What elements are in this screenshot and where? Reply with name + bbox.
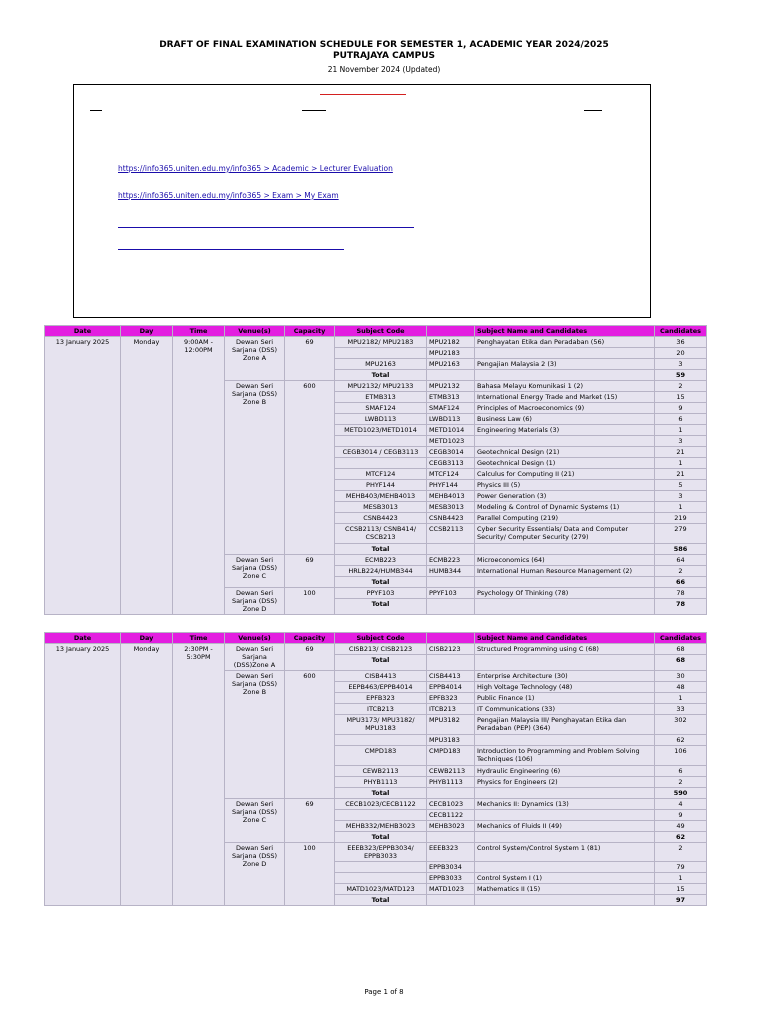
subject-code: ITCB213 (335, 704, 427, 715)
subject-name: Geotechnical Design (1) (475, 458, 655, 469)
candidate-count: 1 (655, 458, 707, 469)
empty-cell (427, 788, 475, 799)
candidate-count: 49 (655, 821, 707, 832)
subject-code-sub: MPU2182 (427, 337, 475, 348)
subject-code-sub: MATD1023 (427, 884, 475, 895)
subject-code-sub: ECMB223 (427, 555, 475, 566)
empty-cell (427, 544, 475, 555)
document-title: DRAFT OF FINAL EXAMINATION SCHEDULE FOR SEMESTER 1, ACADEMIC YEAR 2024/2025 (159, 40, 609, 50)
venue-name: Dewan Seri Sarjana (DSS) Zone C (225, 799, 285, 843)
subject-code-sub: MPU3183 (427, 735, 475, 746)
blank-line (302, 110, 326, 111)
candidate-count: 2 (655, 566, 707, 577)
candidate-count: 30 (655, 671, 707, 682)
empty-cell (427, 895, 475, 906)
candidate-count: 1 (655, 873, 707, 884)
total-candidates: 586 (655, 544, 707, 555)
page-number: Page 1 of 8 (364, 988, 404, 996)
subject-code (335, 862, 427, 873)
header-time: Time (173, 633, 225, 644)
empty-cell (427, 370, 475, 381)
table-header-row (45, 326, 707, 337)
candidate-count: 21 (655, 469, 707, 480)
venue-capacity: 69 (285, 337, 335, 381)
empty-cell (475, 577, 655, 588)
subject-code: MEHB332/MEHB3023 (335, 821, 427, 832)
subject-name: Microeconomics (64) (475, 555, 655, 566)
header-day: Day (121, 633, 173, 644)
subject-code-sub: METD1014 (427, 425, 475, 436)
candidate-count: 302 (655, 715, 707, 735)
table-row (45, 644, 707, 655)
candidate-count: 2 (655, 777, 707, 788)
exam-time: 9:00AM - 12:00PM (173, 337, 225, 615)
exam-date: 13 January 2025 (45, 337, 121, 615)
subject-code-sub: CISB4413 (427, 671, 475, 682)
subject-name: Structured Programming using C (68) (475, 644, 655, 655)
exam-day: Monday (121, 644, 173, 906)
empty-cell (427, 577, 475, 588)
venue-capacity: 600 (285, 671, 335, 799)
link-underline[interactable] (118, 227, 414, 228)
header-candidates: Candidates (655, 633, 707, 644)
subject-code-sub: ITCB213 (427, 704, 475, 715)
empty-cell (475, 788, 655, 799)
blank-line (584, 110, 602, 111)
table-row (45, 337, 707, 348)
subject-name: Principles of Macroeconomics (9) (475, 403, 655, 414)
candidate-count: 5 (655, 480, 707, 491)
exam-time: 2:30PM - 5:30PM (173, 644, 225, 906)
candidate-count: 20 (655, 348, 707, 359)
empty-cell (475, 655, 655, 671)
subject-name: Calculus for Computing II (21) (475, 469, 655, 480)
subject-name: Parallel Computing (219) (475, 513, 655, 524)
candidate-count: 1 (655, 425, 707, 436)
subject-code: CECB1023/CECB1122 (335, 799, 427, 810)
empty-cell (475, 544, 655, 555)
subject-code-sub: EPFB323 (427, 693, 475, 704)
subject-code: MATD1023/MATD123 (335, 884, 427, 895)
candidate-count: 78 (655, 588, 707, 599)
venue-capacity: 100 (285, 843, 335, 906)
header-subject-name: Subject Name and Candidates (475, 633, 655, 644)
subject-code: MEHB403/MEHB4013 (335, 491, 427, 502)
subject-name: Mathematics II (15) (475, 884, 655, 895)
header-subject-code: Subject Code (335, 633, 427, 644)
venue-capacity: 69 (285, 799, 335, 843)
subject-code: ETMB313 (335, 392, 427, 403)
candidate-count: 219 (655, 513, 707, 524)
subject-name: Engineering Materials (3) (475, 425, 655, 436)
header-venue: Venue(s) (225, 633, 285, 644)
subject-code: EPFB323 (335, 693, 427, 704)
red-underline (320, 94, 406, 95)
subject-name: Mechanics II: Dynamics (13) (475, 799, 655, 810)
candidate-count: 48 (655, 682, 707, 693)
subject-name: Pengajian Malaysia III/ Penghayatan Etika dan Peradaban (PEP) (364) (475, 715, 655, 735)
subject-code: MPU3173/ MPU3182/ MPU3183 (335, 715, 427, 735)
candidate-count: 1 (655, 693, 707, 704)
total-candidates: 62 (655, 832, 707, 843)
subject-name: Hydraulic Engineering (6) (475, 766, 655, 777)
total-candidates: 68 (655, 655, 707, 671)
header-capacity: Capacity (285, 633, 335, 644)
subject-code-sub: CCSB2113 (427, 524, 475, 544)
subject-name: Pengajian Malaysia 2 (3) (475, 359, 655, 370)
candidate-count: 1 (655, 502, 707, 513)
candidate-count: 6 (655, 766, 707, 777)
subject-code-sub: MESB3013 (427, 502, 475, 513)
subject-code: PHYF144 (335, 480, 427, 491)
subject-name: Business Law (6) (475, 414, 655, 425)
campus-title: PUTRAJAYA CAMPUS (332, 51, 436, 61)
subject-code-sub: PHYB1113 (427, 777, 475, 788)
candidate-count: 33 (655, 704, 707, 715)
subject-code: EEPB463/EPPB4014 (335, 682, 427, 693)
subject-code-sub: CEWB2113 (427, 766, 475, 777)
subject-code-sub: EPPB3033 (427, 873, 475, 884)
document-header (0, 40, 768, 74)
empty-cell (427, 655, 475, 671)
subject-code: MTCF124 (335, 469, 427, 480)
candidate-count: 279 (655, 524, 707, 544)
total-candidates: 97 (655, 895, 707, 906)
subject-name: High Voltage Technology (48) (475, 682, 655, 693)
subject-name: Introduction to Programming and Problem Solving Techniques (106) (475, 746, 655, 766)
empty-cell (427, 832, 475, 843)
candidate-count: 68 (655, 644, 707, 655)
header-subject-code-sub (427, 326, 475, 337)
subject-code-sub: ETMB313 (427, 392, 475, 403)
subject-code-sub: EPPB4014 (427, 682, 475, 693)
subject-name (475, 735, 655, 746)
subject-code-sub: MTCF124 (427, 469, 475, 480)
subject-code-sub: PHYF144 (427, 480, 475, 491)
blank-line (90, 110, 102, 111)
subject-code-sub: SMAF124 (427, 403, 475, 414)
total-label: Total (335, 544, 427, 555)
candidate-count: 2 (655, 843, 707, 862)
subject-code-sub: MPU2163 (427, 359, 475, 370)
total-label: Total (335, 370, 427, 381)
subject-name: Geotechnical Design (21) (475, 447, 655, 458)
subject-code-sub: CECB1122 (427, 810, 475, 821)
candidate-count: 36 (655, 337, 707, 348)
subject-code: SMAF124 (335, 403, 427, 414)
subject-code: MPU2132/ MPU2133 (335, 381, 427, 392)
total-label: Total (335, 832, 427, 843)
candidate-count: 21 (655, 447, 707, 458)
subject-code: CEGB3014 / CEGB3113 (335, 447, 427, 458)
candidate-count: 3 (655, 491, 707, 502)
subject-name: Bahasa Melayu Komunikasi 1 (2) (475, 381, 655, 392)
subject-code (335, 873, 427, 884)
candidate-count: 9 (655, 403, 707, 414)
subject-code-sub: MPU3182 (427, 715, 475, 735)
header-capacity: Capacity (285, 326, 335, 337)
subject-name (475, 810, 655, 821)
header-subject-code-sub (427, 633, 475, 644)
subject-name: Control System/Control System 1 (81) (475, 843, 655, 862)
subject-code-sub: HUMB344 (427, 566, 475, 577)
subject-code-sub: LWBD113 (427, 414, 475, 425)
subject-name: Enterprise Architecture (30) (475, 671, 655, 682)
empty-cell (475, 370, 655, 381)
header-time: Time (173, 326, 225, 337)
total-candidates: 66 (655, 577, 707, 588)
subject-code: PHYB1113 (335, 777, 427, 788)
candidate-count: 62 (655, 735, 707, 746)
schedule-table-afternoon (44, 632, 707, 906)
venue-name: Dewan Seri Sarjana (DSS) Zone B (225, 671, 285, 799)
candidate-count: 15 (655, 884, 707, 895)
subject-code-sub: MPU2132 (427, 381, 475, 392)
total-candidates: 590 (655, 788, 707, 799)
subject-code-sub: CECB1023 (427, 799, 475, 810)
total-label: Total (335, 895, 427, 906)
lecturer-evaluation-link[interactable]: https://info365.uniten.edu.my/info365 > Academic > Lecturer Evaluation (118, 164, 393, 173)
update-date: 21 November 2024 (Updated) (327, 65, 441, 74)
notice-box (73, 84, 651, 318)
subject-code (335, 436, 427, 447)
subject-code (335, 810, 427, 821)
subject-name: Physics for Engineers (2) (475, 777, 655, 788)
subject-code: PPYF103 (335, 588, 427, 599)
header-candidates: Candidates (655, 326, 707, 337)
subject-code: LWBD113 (335, 414, 427, 425)
subject-name: Cyber Security Essentials/ Data and Computer Security/ Computer Security (279) (475, 524, 655, 544)
subject-code: METD1023/METD1014 (335, 425, 427, 436)
candidate-count: 79 (655, 862, 707, 873)
total-label: Total (335, 577, 427, 588)
subject-code (335, 735, 427, 746)
venue-name: Dewan Seri Sarjana (DSS) Zone A (225, 337, 285, 381)
subject-code-sub: CISB2123 (427, 644, 475, 655)
candidate-count: 106 (655, 746, 707, 766)
subject-name (475, 348, 655, 359)
header-date: Date (45, 326, 121, 337)
venue-name: Dewan Seri Sarjana (DSS) Zone D (225, 843, 285, 906)
candidate-count: 6 (655, 414, 707, 425)
subject-code-sub: CEGB3113 (427, 458, 475, 469)
subject-code (335, 458, 427, 469)
my-exam-link[interactable]: https://info365.uniten.edu.my/info365 > Exam > My Exam (118, 191, 339, 200)
venue-capacity: 100 (285, 588, 335, 615)
header-subject-name: Subject Name and Candidates (475, 326, 655, 337)
subject-code: CSNB4423 (335, 513, 427, 524)
exam-day: Monday (121, 337, 173, 615)
candidate-count: 3 (655, 359, 707, 370)
header-day: Day (121, 326, 173, 337)
subject-code: MPU2182/ MPU2183 (335, 337, 427, 348)
candidate-count: 3 (655, 436, 707, 447)
candidate-count: 64 (655, 555, 707, 566)
link-underline[interactable] (118, 249, 344, 250)
subject-code: MPU2163 (335, 359, 427, 370)
subject-code: CCSB2113/ CSNB414/ CSCB213 (335, 524, 427, 544)
venue-name: Dewan Seri Sarjana (DSS) Zone B (225, 381, 285, 555)
venue-capacity: 69 (285, 555, 335, 588)
subject-name: International Human Resource Management (2) (475, 566, 655, 577)
subject-code: CMPD183 (335, 746, 427, 766)
subject-code-sub: EEEB323 (427, 843, 475, 862)
subject-name: Mechanics of Fluids II (49) (475, 821, 655, 832)
subject-code: CISB4413 (335, 671, 427, 682)
venue-name: Dewan Seri Sarjana (DSS) Zone D (225, 588, 285, 615)
subject-code-sub: EPPB3034 (427, 862, 475, 873)
subject-code-sub: PPYF103 (427, 588, 475, 599)
subject-name (475, 862, 655, 873)
subject-code-sub: MEHB3023 (427, 821, 475, 832)
subject-name: Psychology Of Thinking (78) (475, 588, 655, 599)
exam-date: 13 January 2025 (45, 644, 121, 906)
empty-cell (427, 599, 475, 615)
subject-name: Modeling & Control of Dynamic Systems (1) (475, 502, 655, 513)
subject-code-sub: MPU2183 (427, 348, 475, 359)
total-candidates: 59 (655, 370, 707, 381)
empty-cell (475, 832, 655, 843)
subject-code (335, 348, 427, 359)
subject-code-sub: MEHB4013 (427, 491, 475, 502)
candidate-count: 2 (655, 381, 707, 392)
subject-code-sub: METD1023 (427, 436, 475, 447)
subject-name (475, 436, 655, 447)
subject-name: IT Communications (33) (475, 704, 655, 715)
subject-name: International Energy Trade and Market (15) (475, 392, 655, 403)
table-header-row (45, 633, 707, 644)
subject-code: ECMB223 (335, 555, 427, 566)
total-label: Total (335, 788, 427, 799)
venue-capacity: 69 (285, 644, 335, 671)
candidate-count: 15 (655, 392, 707, 403)
subject-name: Power Generation (3) (475, 491, 655, 502)
subject-name: Physics III (5) (475, 480, 655, 491)
total-candidates: 78 (655, 599, 707, 615)
subject-code: CISB213/ CISB2123 (335, 644, 427, 655)
header-date: Date (45, 633, 121, 644)
subject-name: Public Finance (1) (475, 693, 655, 704)
subject-name: Control System I (1) (475, 873, 655, 884)
subject-name: Penghayatan Etika dan Peradaban (56) (475, 337, 655, 348)
empty-cell (475, 895, 655, 906)
candidate-count: 9 (655, 810, 707, 821)
header-venue: Venue(s) (225, 326, 285, 337)
total-label: Total (335, 655, 427, 671)
subject-code-sub: CEGB3014 (427, 447, 475, 458)
header-subject-code: Subject Code (335, 326, 427, 337)
total-label: Total (335, 599, 427, 615)
venue-capacity: 600 (285, 381, 335, 555)
subject-code: HRLB224/HUMB344 (335, 566, 427, 577)
subject-code: CEWB2113 (335, 766, 427, 777)
empty-cell (475, 599, 655, 615)
venue-name: Dewan Seri Sarjana (DSS) Zone C (225, 555, 285, 588)
subject-code-sub: CMPD183 (427, 746, 475, 766)
schedule-table-morning (44, 325, 707, 615)
venue-name: Dewan Seri Sarjana (DSS)Zone A (225, 644, 285, 671)
subject-code: EEEB323/EPPB3034/ EPPB3033 (335, 843, 427, 862)
subject-code: MESB3013 (335, 502, 427, 513)
candidate-count: 4 (655, 799, 707, 810)
subject-code-sub: CSNB4423 (427, 513, 475, 524)
